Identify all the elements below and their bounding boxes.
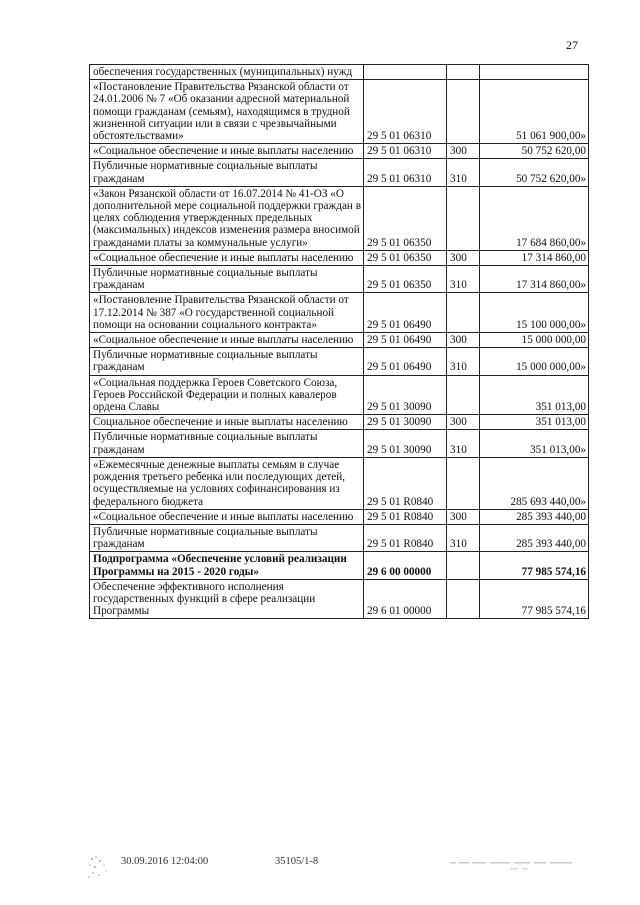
budget-table-body bbox=[90, 65, 589, 619]
row-name-cell: Публичные нормативные социальные выплаты гражданам bbox=[90, 524, 364, 551]
row-sum-cell: 17 684 860,00» bbox=[480, 186, 589, 250]
row-name-cell: Обеспечение эффективного исполнения государственных функций в сфере реализации Программы bbox=[90, 579, 364, 619]
row-sum-cell: 351 013,00» bbox=[480, 430, 589, 457]
row-vr-cell: 310 bbox=[447, 159, 480, 186]
table-row bbox=[90, 186, 589, 250]
table-row bbox=[90, 375, 589, 415]
table-row bbox=[90, 159, 589, 186]
row-sum-cell: 51 061 900,00» bbox=[480, 80, 589, 144]
row-name-cell: обеспечения государственных (муниципальных) нужд bbox=[90, 65, 364, 80]
row-sum-cell: 351 013,00 bbox=[480, 375, 589, 415]
row-name-cell: Публичные нормативные социальные выплаты гражданам bbox=[90, 348, 364, 375]
row-sum-cell: 50 752 620,00 bbox=[480, 144, 589, 159]
row-sum-cell: 77 985 574,16 bbox=[480, 552, 589, 579]
row-name-cell: Публичные нормативные социальные выплаты гражданам bbox=[90, 159, 364, 186]
row-sum-cell: 15 000 000,00» bbox=[480, 348, 589, 375]
faint-watermark-text bbox=[450, 858, 580, 872]
row-vr-cell bbox=[447, 186, 480, 250]
row-vr-cell bbox=[447, 579, 480, 619]
row-code-cell: 29 5 01 R0840 bbox=[364, 457, 447, 509]
row-name-cell: «Социальная поддержка Героев Советского Союза, Героев Российской Федерации и полных кавалеров ордена Славы bbox=[90, 375, 364, 415]
footer-doc-id: 35105/1-8 bbox=[275, 856, 319, 867]
row-vr-cell bbox=[447, 375, 480, 415]
row-code-cell: 29 5 01 06490 bbox=[364, 348, 447, 375]
row-vr-cell bbox=[447, 293, 480, 333]
table-row bbox=[90, 250, 589, 265]
row-sum-cell bbox=[480, 65, 589, 80]
row-vr-cell bbox=[447, 552, 480, 579]
table-row bbox=[90, 266, 589, 293]
row-sum-cell: 17 314 860,00 bbox=[480, 250, 589, 265]
row-vr-cell: 300 bbox=[447, 333, 480, 348]
row-sum-cell: 351 013,00 bbox=[480, 415, 589, 430]
row-name-cell: «Постановление Правительства Рязанской области от 24.01.2006 № 7 «Об оказании адресной материальной помощи гражданам (семьям), находящимся в трудной жизненной ситуации или в связи с чрезвычайными обстоятельствами» bbox=[90, 80, 364, 144]
row-code-cell: 29 5 01 06310 bbox=[364, 144, 447, 159]
table-row bbox=[90, 80, 589, 144]
table-row bbox=[90, 65, 589, 80]
row-code-cell bbox=[364, 65, 447, 80]
row-name-cell: «Социальное обеспечение и иные выплаты населению bbox=[90, 250, 364, 265]
row-name-cell: Публичные нормативные социальные выплаты гражданам bbox=[90, 430, 364, 457]
row-code-cell: 29 5 01 06310 bbox=[364, 80, 447, 144]
row-code-cell: 29 5 01 06350 bbox=[364, 186, 447, 250]
table-row bbox=[90, 430, 589, 457]
row-sum-cell: 77 985 574,16 bbox=[480, 579, 589, 619]
row-vr-cell: 300 bbox=[447, 415, 480, 430]
row-vr-cell bbox=[447, 65, 480, 80]
row-vr-cell: 300 bbox=[447, 144, 480, 159]
row-sum-cell: 285 393 440,00 bbox=[480, 509, 589, 524]
table-row bbox=[90, 415, 589, 430]
row-vr-cell: 310 bbox=[447, 348, 480, 375]
table-row bbox=[90, 144, 589, 159]
row-code-cell: 29 5 01 30090 bbox=[364, 375, 447, 415]
row-code-cell: 29 5 01 R0840 bbox=[364, 509, 447, 524]
page-number: 27 bbox=[566, 38, 578, 52]
row-name-cell: «Социальное обеспечение и иные выплаты населению bbox=[90, 144, 364, 159]
row-sum-cell: 17 314 860,00» bbox=[480, 266, 589, 293]
row-code-cell: 29 5 01 06310 bbox=[364, 159, 447, 186]
row-name-cell: «Постановление Правительства Рязанской области от 17.12.2014 № 387 «О государственной социальной помощи на основании социального контракта» bbox=[90, 293, 364, 333]
row-code-cell: 29 5 01 30090 bbox=[364, 415, 447, 430]
row-vr-cell: 300 bbox=[447, 509, 480, 524]
row-code-cell: 29 5 01 06350 bbox=[364, 250, 447, 265]
row-name-cell: «Закон Рязанской области от 16.07.2014 № 41-ОЗ «О дополнительной мере социальной поддержки граждан в целях соблюдения утвержденных предельных (максимальных) индексов изменения размера вносимой гражданами платы за коммунальные услуги» bbox=[90, 186, 364, 250]
table-row bbox=[90, 293, 589, 333]
row-code-cell: 29 5 01 06350 bbox=[364, 266, 447, 293]
row-vr-cell: 310 bbox=[447, 524, 480, 551]
row-vr-cell bbox=[447, 457, 480, 509]
row-name-cell: «Ежемесячные денежные выплаты семьям в случае рождения третьего ребенка или последующих детей, осуществляемые на условиях софинансирования из федерального бюджета bbox=[90, 457, 364, 509]
table-row bbox=[90, 348, 589, 375]
table-row bbox=[90, 524, 589, 551]
row-code-cell: 29 6 00 00000 bbox=[364, 552, 447, 579]
table-row bbox=[90, 509, 589, 524]
row-code-cell: 29 5 01 30090 bbox=[364, 430, 447, 457]
table-row bbox=[90, 579, 589, 619]
table-row bbox=[90, 333, 589, 348]
row-code-cell: 29 5 01 06490 bbox=[364, 333, 447, 348]
table-row bbox=[90, 457, 589, 509]
faint-stamp-mark bbox=[86, 851, 116, 881]
budget-table bbox=[89, 64, 589, 619]
row-vr-cell: 300 bbox=[447, 250, 480, 265]
row-sum-cell: 285 393 440,00 bbox=[480, 524, 589, 551]
row-name-cell: Публичные нормативные социальные выплаты гражданам bbox=[90, 266, 364, 293]
row-code-cell: 29 6 01 00000 bbox=[364, 579, 447, 619]
row-sum-cell: 285 693 440,00» bbox=[480, 457, 589, 509]
row-name-cell: Социальное обеспечение и иные выплаты населению bbox=[90, 415, 364, 430]
row-name-cell: Подпрограмма «Обеспечение условий реализации Программы на 2015 - 2020 годы» bbox=[90, 552, 364, 579]
row-code-cell: 29 5 01 06490 bbox=[364, 293, 447, 333]
row-name-cell: «Социальное обеспечение и иные выплаты населению bbox=[90, 333, 364, 348]
table-row bbox=[90, 552, 589, 579]
row-code-cell: 29 5 01 R0840 bbox=[364, 524, 447, 551]
footer-datetime: 30.09.2016 12:04:00 bbox=[121, 856, 209, 867]
row-sum-cell: 50 752 620,00» bbox=[480, 159, 589, 186]
row-vr-cell: 310 bbox=[447, 266, 480, 293]
row-name-cell: «Социальное обеспечение и иные выплаты населению bbox=[90, 509, 364, 524]
row-sum-cell: 15 100 000,00» bbox=[480, 293, 589, 333]
row-vr-cell bbox=[447, 80, 480, 144]
row-vr-cell: 310 bbox=[447, 430, 480, 457]
row-sum-cell: 15 000 000,00 bbox=[480, 333, 589, 348]
